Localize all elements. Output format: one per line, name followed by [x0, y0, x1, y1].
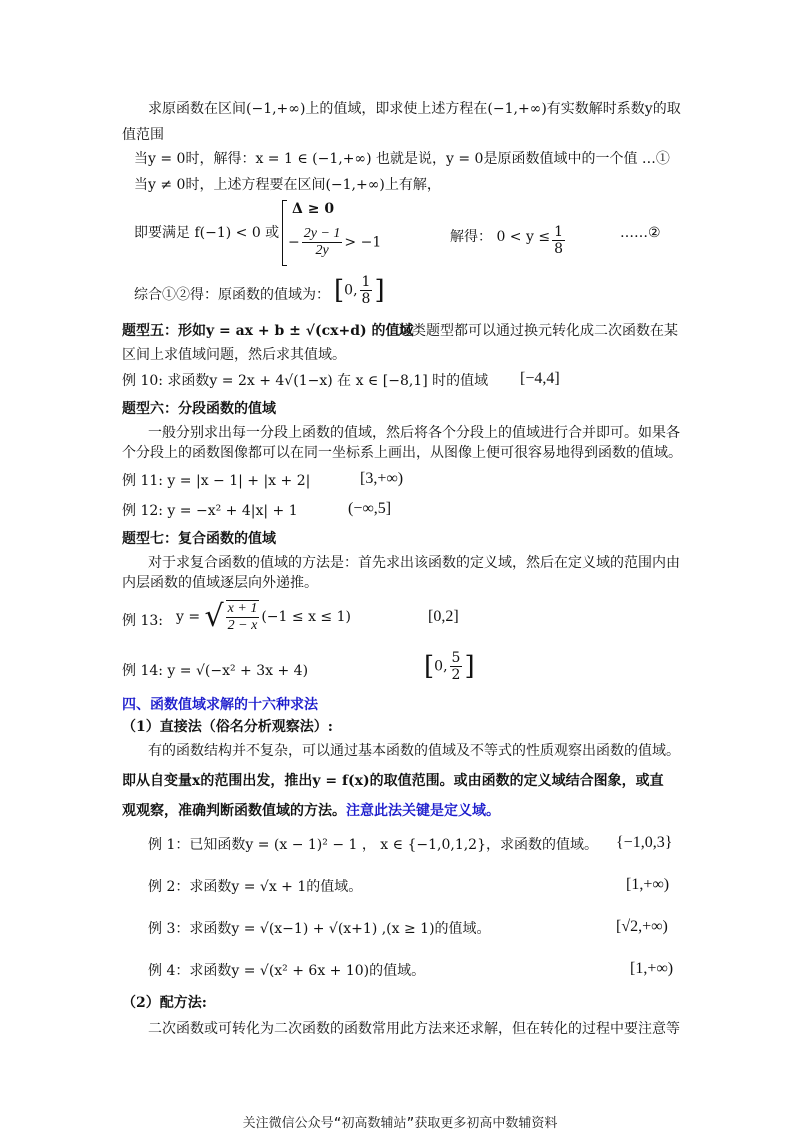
- system-top: Δ ≥ 0: [292, 201, 335, 217]
- section-4-title: 四、函数值域求解的十六种求法: [122, 697, 318, 713]
- type6-desc-2: 个分段上的函数图像都可以在同一坐标系上画出，从图像上便可很容易地得到函数的值域。: [122, 445, 682, 461]
- example-10-answer: [−4,4]: [520, 370, 560, 387]
- example-4: 例 4：求函数y = √(x² + 6x + 10)的值域。: [148, 963, 426, 979]
- example-11: 例 11: y = |x − 1| + |x + 2|: [122, 473, 311, 489]
- intro-answer: [0, $\frac{1}{8}$ ]: [334, 274, 385, 307]
- type7-desc-1: 对于求复合函数的值域的方法是：首先求出该函数的定义域，然后在定义域的范围内由: [148, 555, 680, 571]
- intro-line-1: 求原函数在区间(−1,+∞)上的值域，即求使上述方程在(−1,+∞)有实数解时系数y的取: [148, 101, 681, 117]
- intro-line-5-left: 即要满足 f(−1) < 0 或: [134, 225, 280, 241]
- intro-line-5-mid: 解得： 0 < y ≤ $\frac{1}{8}$: [450, 224, 563, 257]
- example-14: 例 14: y = √(−x² + 3x + 4): [122, 663, 309, 679]
- intro-line-3: 当y = 0时，解得：x = 1 ∈ (−1,+∞) 也就是说，y = 0是原函数值域中的一个值 …①: [134, 151, 670, 167]
- intro-line-6: 综合①②得：原函数的值域为：: [134, 287, 330, 303]
- type7-title: 题型七：复合函数的值域: [122, 531, 276, 547]
- example-10: 例 10: 求函数y = 2x + 4√(1−x) 在 x ∈ [−8,1] 时的值域: [122, 373, 489, 389]
- example-3: 例 3：求函数y = √(x−1) + √(x+1) ,(x ≥ 1)的值域。: [148, 921, 491, 937]
- type6-desc-1: 一般分别求出每一分段上函数的值域，然后将各个分段上的值域进行合并即可。如果各: [148, 425, 680, 441]
- example-3-answer: [√2,+∞): [616, 918, 668, 935]
- intro-line-2: 值范围: [122, 127, 164, 143]
- type6-title: 题型六：分段函数的值域: [122, 401, 276, 417]
- example-13-label: 例 13:: [122, 613, 163, 629]
- example-11-answer: [3,+∞): [360, 470, 404, 487]
- method-1-title: （1）直接法（俗名分析观察法）:: [122, 719, 333, 735]
- type5-desc-2: 区间上求值域问题，然后求其值域。: [122, 347, 346, 363]
- page-footer: 关注微信公众号“初高数辅站”获取更多初高中数辅资料: [242, 1116, 558, 1131]
- method-1-desc-2: 即从自变量x的范围出发，推出y = f(x)的取值范围。或由函数的定义域结合图象，或直: [122, 773, 664, 789]
- method-1-desc-3: 观观察，准确判断函数值域的方法。注意此法关键是定义域。: [122, 803, 500, 819]
- example-2: 例 2：求函数y = √x + 1的值域。: [148, 879, 363, 895]
- example-12-answer: (−∞,5]: [348, 500, 392, 517]
- example-4-answer: [1,+∞): [630, 960, 674, 977]
- type5-desc-1: 这类题型都可以通过换元转化成二次函数在某: [398, 323, 678, 339]
- example-12: 例 12: y = −x² + 4|x| + 1: [122, 503, 298, 519]
- example-1-answer: {−1,0,3}: [616, 834, 673, 851]
- example-2-answer: [1,+∞): [626, 876, 670, 893]
- method-1-desc-1: 有的函数结构并不复杂，可以通过基本函数的值域及不等式的性质观察出函数的值域。: [148, 743, 680, 759]
- type7-desc-2: 内层函数的值域逐层向外递推。: [122, 575, 318, 591]
- type5-title: 题型五：形如y = ax + b ± √(cx+d) 的值域: [122, 323, 414, 339]
- example-1: 例 1：已知函数y = (x − 1)² − 1 ， x ∈ {−1,0,1,2}，求函数的值域。: [148, 837, 598, 853]
- method-2-title: （2）配方法:: [122, 995, 207, 1011]
- example-14-answer: [0, $\frac{5}{2}$ ]: [424, 650, 475, 683]
- intro-line-5-right: ……②: [620, 225, 661, 241]
- intro-line-4: 当y ≠ 0时，上述方程要在区间(−1,+∞)上有解，: [134, 177, 441, 193]
- system-bottom: − $\frac{2y - 1}{2y}$ > −1: [288, 226, 382, 258]
- system-brace: [282, 200, 287, 266]
- method-2-desc-1: 二次函数或可转化为二次函数的函数常用此方法来还求解，但在转化的过程中要注意等: [148, 1021, 680, 1037]
- example-13-formula: y = √ $\frac{x + 1}{2 - x}$ (−1 ≤ x ≤ 1): [176, 599, 351, 634]
- example-13-answer: [0,2]: [428, 608, 459, 625]
